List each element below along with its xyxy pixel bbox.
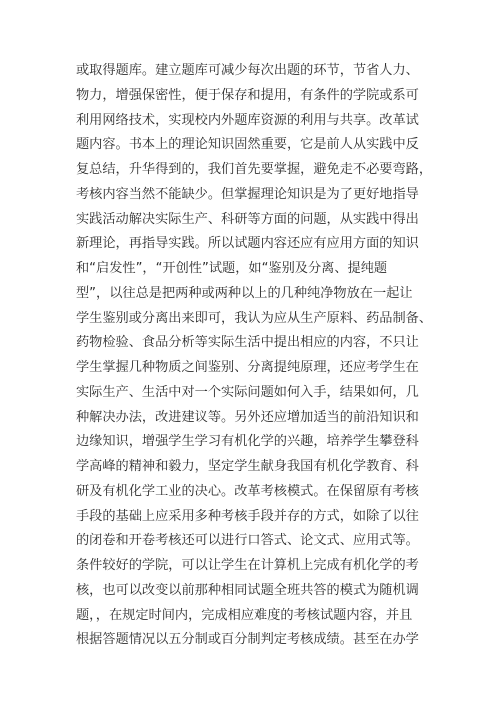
text-line: 物力，增强保密性，便于保存和提用，有条件的学院或系可 bbox=[76, 87, 419, 103]
text-line: 学高峰的精神和毅力，坚定学生献身我国有机化学教育、科 bbox=[76, 459, 419, 474]
body-text bbox=[76, 59, 436, 653]
text-line: 条件较好的学院，可以让学生在计算机上完成有机化学的考 bbox=[76, 558, 419, 573]
text-line: 实践活动解决实际生产、科研等方面的问题，从实践中得出 bbox=[76, 211, 419, 227]
text-line: 学生掌握几种物质之间鉴别、分离提纯原理，还应考学生在 bbox=[76, 360, 419, 375]
text-line: 边缘知识，增强学生学习有机化学的兴趣，培养学生攀登科 bbox=[76, 434, 419, 450]
text-line: 实际生产、生活中对一个实际问题如何入手，结果如何，几 bbox=[76, 384, 419, 400]
text-line: 手段的基础上应采用多种考核手段并存的方式，如除了以往 bbox=[76, 508, 419, 524]
text-line: 题，，在规定时间内，完成相应难度的考核试题内容，并且 bbox=[76, 607, 413, 623]
text-line: 核，也可以改变以前那种相同试题全班共答的模式为随机调 bbox=[76, 582, 419, 598]
text-line: 种解决办法，改进建议等。另外还应增加适当的前沿知识和 bbox=[76, 409, 419, 425]
text-line: 利用网络技术，实现校内外题库资源的利用与共享。改革试 bbox=[76, 112, 419, 128]
text-line: 学生鉴别或分离出来即可，我认为应从生产原料、药品制备、 bbox=[76, 310, 433, 326]
text-line: 新理论，再指导实践。所以试题内容还应有应用方面的知识 bbox=[76, 236, 419, 252]
text-line: 题内容。书本上的理论知识固然重要，它是前人从实践中反 bbox=[76, 137, 419, 153]
text-line: 药物检验、食品分析等实际生活中提出相应的内容，不只让 bbox=[76, 335, 419, 351]
text-line: 考核内容当然不能缺少。但掌握理论知识是为了更好地指导 bbox=[76, 186, 419, 202]
text-line: 型”，以往总是把两种或两种以上的几种纯净物放在一起让 bbox=[76, 285, 413, 301]
text-line: 根据答题情况以五分制或百分制判定考核成绩。甚至在办学 bbox=[76, 632, 419, 648]
text-line: 研及有机化学工业的决心。改革考核模式。在保留原有考核 bbox=[76, 483, 419, 499]
text-line: 复总结，升华得到的，我们首先要掌握，避免走不必要弯路， bbox=[76, 162, 433, 177]
text-line: 或取得题库。建立题库可减少每次出题的环节，节省人力、 bbox=[76, 63, 419, 78]
text-line: 的闭卷和开卷考核还可以进行口答式、论文式、应用式等。 bbox=[76, 533, 419, 549]
text-line: 和“启发性”，“开创性”试题，如“鉴别及分离、提纯题 bbox=[76, 261, 388, 276]
